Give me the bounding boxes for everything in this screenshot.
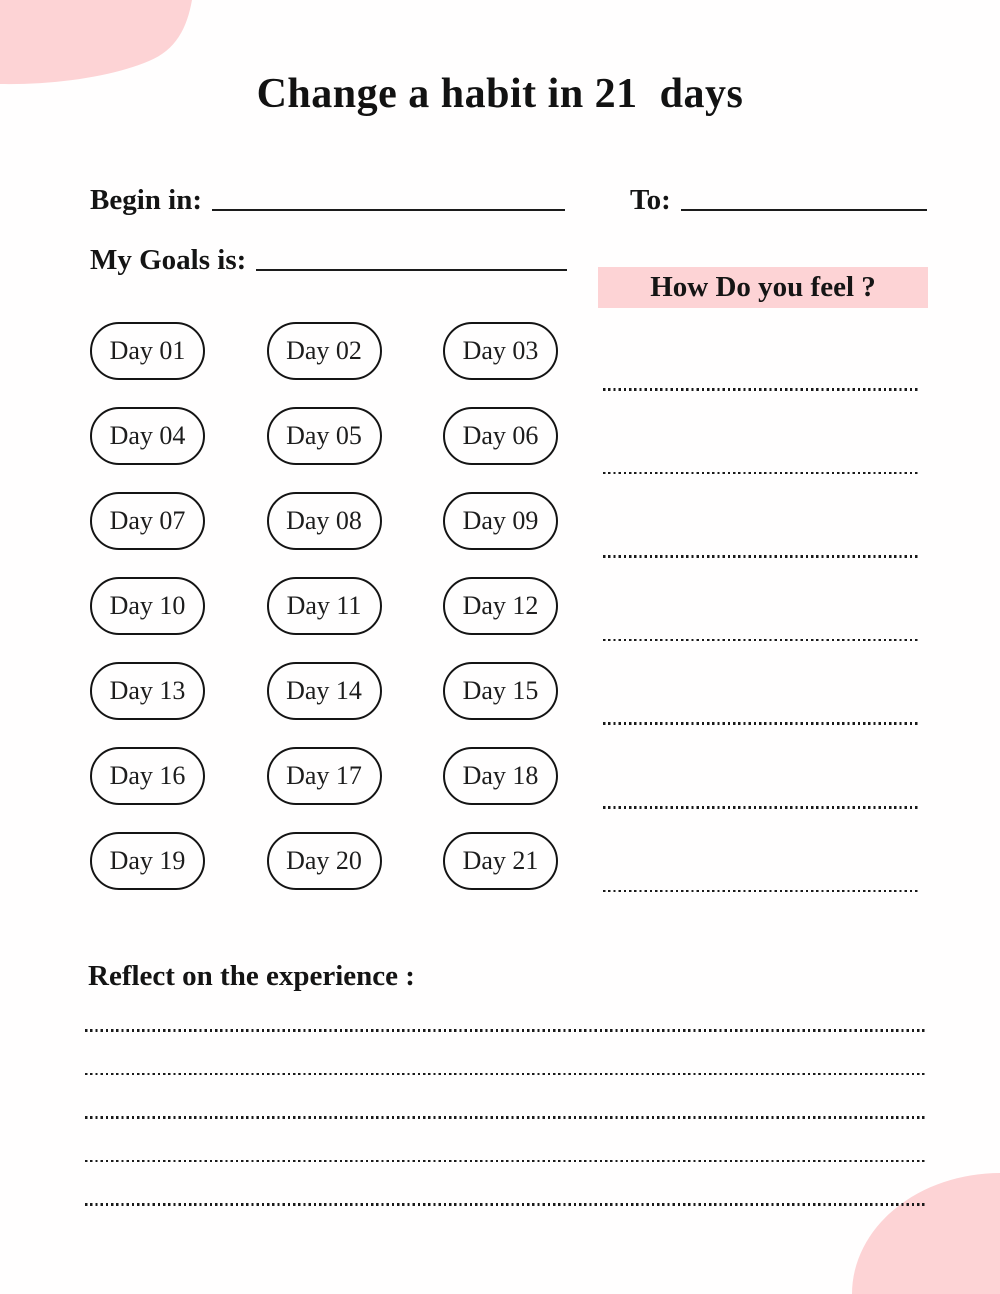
day-pill[interactable]: Day 01 [90,322,205,380]
feel-lines [603,388,920,892]
day-pill[interactable]: Day 08 [267,492,382,550]
feel-heading: How Do you feel ? [598,267,928,308]
day-pill[interactable]: Day 07 [90,492,205,550]
day-pill[interactable]: Day 09 [443,492,558,550]
reflect-input-line[interactable] [85,1160,925,1163]
goals-label: My Goals is: [90,244,247,276]
reflect-input-line[interactable] [85,1116,925,1119]
to-field-row [630,184,927,216]
day-pill[interactable]: Day 14 [267,662,382,720]
reflect-input-line[interactable] [85,1073,925,1076]
reflect-lines [85,1029,925,1206]
feel-input-line[interactable] [603,890,920,893]
day-pill[interactable]: Day 17 [267,747,382,805]
reflect-input-line[interactable] [85,1029,925,1032]
day-pill[interactable]: Day 02 [267,322,382,380]
feel-input-line[interactable] [603,472,920,475]
day-pill[interactable]: Day 13 [90,662,205,720]
day-grid [90,322,558,890]
reflect-input-line[interactable] [85,1203,925,1206]
day-pill[interactable]: Day 18 [443,747,558,805]
day-pill[interactable]: Day 15 [443,662,558,720]
page-title: Change a habit in 21 days [256,71,744,117]
day-pill[interactable]: Day 06 [443,407,558,465]
feel-input-line[interactable] [603,722,920,725]
day-pill[interactable]: Day 21 [443,832,558,890]
begin-field-row [90,184,565,216]
begin-label: Begin in: [90,184,202,216]
feel-input-line[interactable] [603,555,920,558]
feel-input-line[interactable] [603,639,920,642]
feel-input-line[interactable] [603,388,920,391]
to-label: To: [630,184,671,216]
day-pill[interactable]: Day 11 [267,577,382,635]
reflect-heading: Reflect on the experience : [88,960,415,992]
day-pill[interactable]: Day 03 [443,322,558,380]
day-pill[interactable]: Day 12 [443,577,558,635]
day-pill[interactable]: Day 16 [90,747,205,805]
goals-field-row [90,244,567,276]
feel-input-line[interactable] [603,806,920,809]
to-input-line[interactable] [681,209,927,211]
day-pill[interactable]: Day 19 [90,832,205,890]
begin-input-line[interactable] [212,209,565,211]
day-pill[interactable]: Day 10 [90,577,205,635]
day-pill[interactable]: Day 20 [267,832,382,890]
day-pill[interactable]: Day 05 [267,407,382,465]
day-pill[interactable]: Day 04 [90,407,205,465]
goals-input-line[interactable] [256,269,567,271]
